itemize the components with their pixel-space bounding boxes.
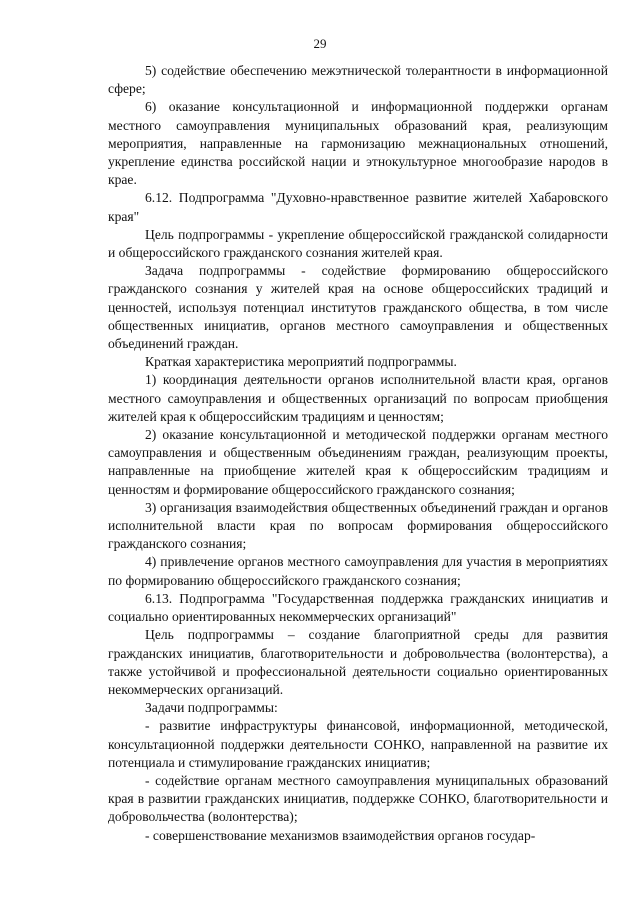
paragraph: Цель подпрограммы – создание благоприятной среды для развития гражданских инициатив, благотворительности и добровольчества (волонтерства), а также устойчивой и профессиональной деятельности социально ориентированных некоммерческих организаций.: [108, 627, 608, 697]
list-item: - совершенствование механизмов взаимодействия органов государ-: [145, 827, 536, 843]
list-item: 1) координация деятельности органов исполнительной власти края, органов местного самоуправления и общественных организаций по вопросам приобщения жителей края к общероссийским традициям и ценностям;: [108, 372, 608, 424]
list-item: 4) привлечение органов местного самоуправления для участия в мероприятиях по формированию общероссийского гражданского сознания;: [108, 554, 608, 588]
list-item: - развитие инфраструктуры финансовой, информационной, методической, консультационной поддержки деятельности СОНКО, направленной на развитие их потенциала и стимулирование гражданских инициатив;: [108, 718, 608, 770]
paragraph: 5) содействие обеспечению межэтнической толерантности в информационной сфере;: [108, 63, 608, 97]
list-item: - содействие органам местного самоуправления муниципальных образований края в развитии гражданских инициатив, поддержке СОНКО, благотворительности и добровольчества (волонтерства);: [108, 772, 608, 825]
document-body: [108, 62, 608, 845]
section-heading: 6.13. Подпрограмма "Государственная поддержка гражданских инициатив и социально ориентированных некоммерческих организаций": [108, 590, 608, 625]
list-item: 3) организация взаимодействия общественных объединений граждан и органов исполнительной власти края по вопросам формирования общероссийского гражданского сознания;: [108, 499, 608, 552]
paragraph: Цель подпрограммы - укрепление общероссийской гражданской солидарности и общероссийского гражданского сознания жителей края.: [108, 226, 608, 261]
paragraph: 6) оказание консультационной и информационной поддержки органам местного самоуправления муниципальных образований края, реализующим мероприятия, направленные на гармонизацию межнациональных отношений, укрепление единства российской нации и этнокультурное многообразие народов в крае.: [108, 99, 608, 188]
page-number: 29: [313, 36, 327, 51]
paragraph: Краткая характеристика мероприятий подпрограммы.: [145, 354, 457, 370]
list-item: 2) оказание консультационной и методической поддержки органам местного самоуправления и общественным объединениям граждан, реализующим проекты, направленные на приобщение жителей края к общероссийским традициям и ценностям и формирование общероссийского гражданского сознания;: [108, 427, 608, 497]
section-heading: 6.12. Подпрограмма "Духовно-нравственное развитие жителей Хабаровского края": [108, 190, 608, 224]
paragraph: Задачи подпрограммы:: [145, 700, 278, 716]
paragraph: Задача подпрограммы - содействие формированию общероссийского гражданского сознания у жителей края на основе общероссийских традиций и ценностей, используя потенциал институтов гражданского общества, в том числе общественных инициатив, органов местного самоуправления и общественных объединений граждан.: [108, 263, 608, 352]
